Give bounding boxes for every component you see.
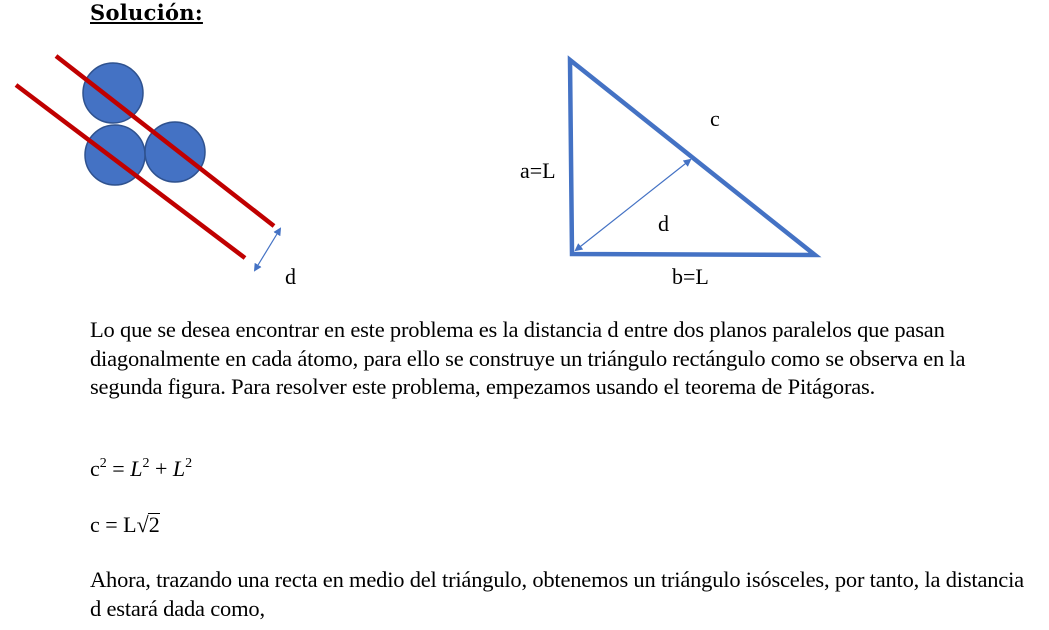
eq1-term2: L — [172, 456, 186, 481]
eq2-lhs: c — [90, 512, 100, 537]
sqrt-radicand: 2 — [148, 512, 160, 537]
eq1-plus: + — [149, 456, 173, 481]
distance-label: d — [285, 264, 296, 289]
side-b-label: b=L — [672, 264, 709, 289]
eq1-op: = — [106, 456, 131, 481]
side-a-label: a=L — [520, 158, 556, 183]
eq1-term2-exp: 2 — [185, 456, 193, 471]
equation-hypotenuse — [90, 512, 160, 538]
section-title: Solución: — [90, 0, 203, 25]
triangle-figure — [520, 60, 815, 289]
atom-planes-figure — [16, 56, 296, 289]
paragraph-isosceles: Ahora, trazando una recta en medio del triángulo, obtenemos un triángulo isósceles, por tanto, la distancia d estará dada como, — [90, 567, 1024, 621]
eq1-lhs: c — [90, 456, 100, 481]
figures — [0, 0, 1049, 310]
distance-arrow — [255, 229, 280, 270]
sqrt-symbol: √ — [136, 512, 149, 537]
hypotenuse-label: c — [710, 106, 720, 131]
paragraph-intro: Lo que se desea encontrar en este problema es la distancia d entre dos planos paralelos que pasan diagonalmente en cada átomo, para ello se construye un triángulo rectángulo como se observa en la segunda figura. Para resolver este problema, empezamos usando el teorema de Pitágoras. — [90, 317, 966, 399]
eq1-term1: L — [130, 456, 143, 481]
height-arrow — [576, 160, 690, 250]
equation-pythagoras — [90, 456, 192, 482]
eq2-op: = L — [99, 512, 137, 537]
eq1-lhs-exp: 2 — [99, 456, 107, 471]
eq1-term1-exp: 2 — [142, 456, 150, 471]
height-label: d — [658, 211, 669, 236]
